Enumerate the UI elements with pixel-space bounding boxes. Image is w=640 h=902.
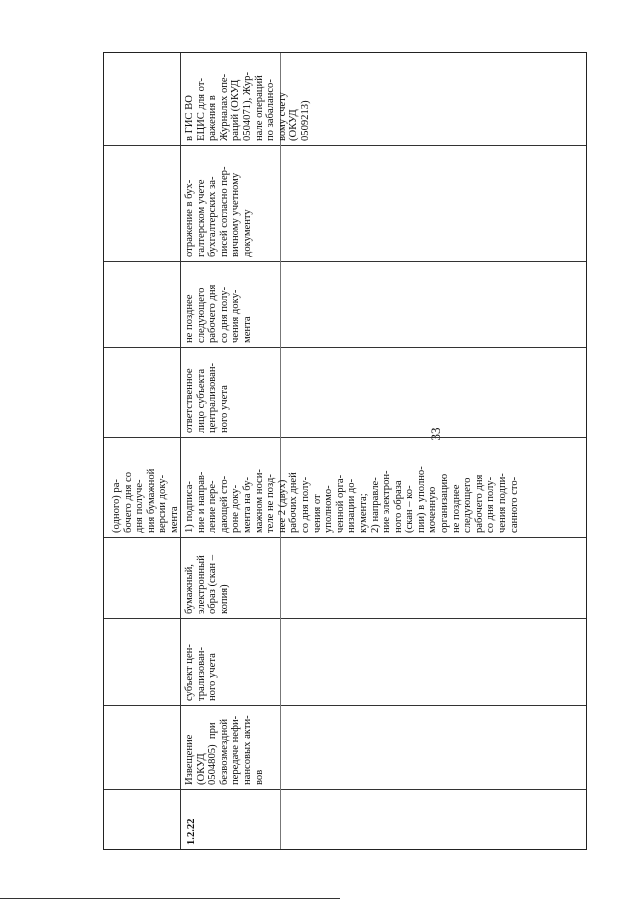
table-cell: Извещение (ОКУД 0504805) при безвозмездной передаче нефи- нансовых акти- вов — [184, 715, 265, 785]
document-table — [103, 52, 587, 850]
table-cell — [104, 705, 180, 789]
table-cell — [104, 53, 180, 145]
table-cell-row-number: 1.2.22 — [186, 818, 197, 845]
page-number: 33 — [428, 427, 443, 441]
table-cell — [104, 347, 180, 437]
table-cell: ответственное лицо субъекта централизован- ного учета — [184, 362, 230, 433]
table-cell: (одного) ра- бочего дня со дня получе- ния бумажной версии доку- мента — [111, 468, 180, 533]
table-cell: бумажный, электронный образ (скан – копия) — [184, 554, 230, 614]
footer-rule — [0, 898, 340, 899]
table-cell — [104, 537, 180, 618]
table-cell: не позднее следующего рабочего дня со дня полу- чения доку- мента — [184, 284, 253, 343]
table-cell — [104, 789, 180, 851]
table-cell — [104, 145, 180, 261]
table-cell: в ГИС ВО ЕЦИС для от- ражения в Журналах опе- раций (ОКУД 0504071), Жур- нале операций по забалансо- вому счету (ОКУД 0509213) — [184, 72, 311, 141]
table-cell: субъект цен- трализован- ного учета — [184, 644, 219, 701]
table-cell — [104, 618, 180, 705]
table-cell: 1) подписа- ние и направ- ление пере- дающей сто- роне доку- мента на бу- мажном носи- теле не позд- нее 2 (двух) рабочих дней со дня полу- чения от уполномо- ченной орга- низации до- кумента; 2) направле- ние электрон- ного образа (скан – ко- пии) в уполно- моченную организацию не позднее следующего рабочего дня со дня полу- чения подпи- санного сто- — [184, 466, 520, 533]
table-cell: отражение в бух- галтерском учете бухгалтерских за- писей согласно пер- вичному учетному документу — [184, 166, 253, 257]
table-cell — [104, 261, 180, 347]
